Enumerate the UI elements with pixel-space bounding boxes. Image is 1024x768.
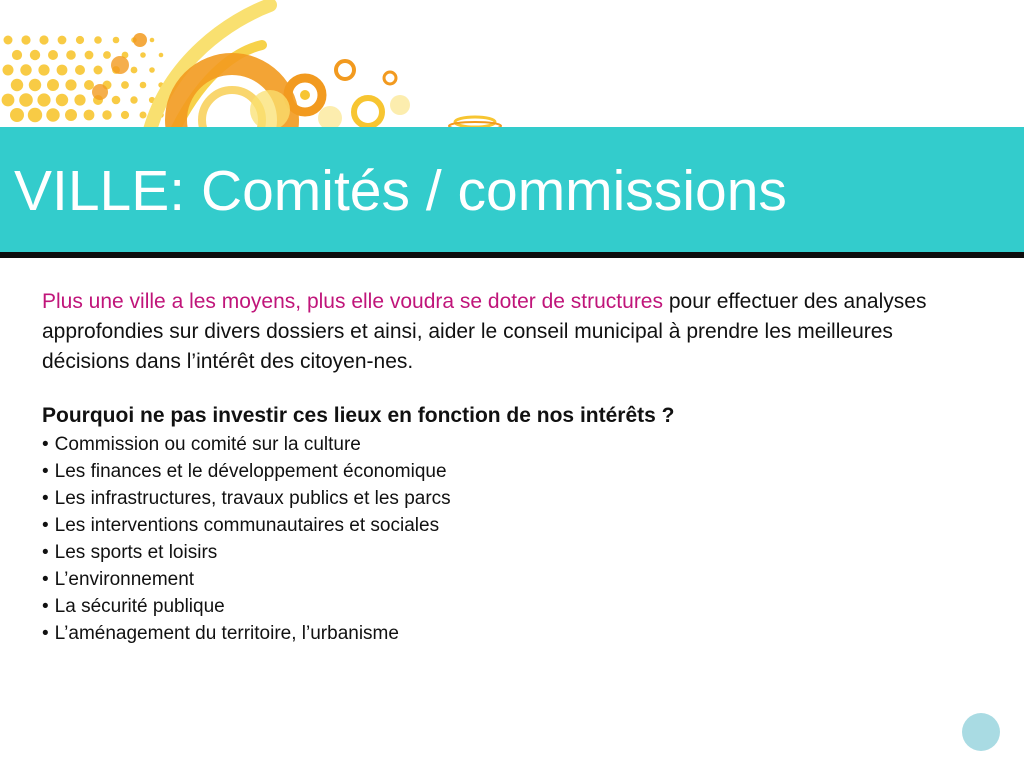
decor-dot [46,108,59,121]
decor-dot [159,53,164,58]
decor-dot [84,110,95,121]
bullet-icon: • [42,488,49,509]
list-item [42,458,982,485]
circle-nav-icon[interactable] [962,713,1000,751]
decor-dot [113,37,120,44]
decor-dot [66,50,76,60]
slide-body [42,287,982,647]
decor-dot [39,35,48,44]
decor-dot [84,80,94,90]
bullet-icon: • [42,434,49,455]
decor-dot [112,96,121,105]
decor-dot [76,36,84,44]
list-item [42,485,982,512]
bullet-icon: • [42,461,49,482]
decor-dot [56,94,68,106]
decor-dot [131,67,138,74]
list-item [42,566,982,593]
bullet-icon: • [42,569,49,590]
bullet-icon: • [42,542,49,563]
list-item-label: La sécurité publique [54,596,225,617]
decor-dot [28,108,42,122]
title-divider [0,252,1024,258]
decor-dot [75,65,85,75]
decor-dot [58,36,67,45]
decor-dot [20,64,31,75]
decor-dot [47,79,59,91]
decor-dot [21,35,30,44]
decor-dot [65,109,77,121]
decor-dot [2,94,15,107]
decor-dot [140,112,147,119]
decor-dot [103,51,111,59]
decor-dot [65,79,76,90]
decor-dot [11,79,23,91]
committee-list [42,431,982,647]
decor-dot [48,50,58,60]
decor-dot [102,110,111,119]
list-item-label: L’aménagement du territoire, l’urbanisme [54,623,399,644]
decor-dot [37,93,50,106]
list-item [42,539,982,566]
decor-dot [57,65,68,76]
decor-dot [150,38,155,43]
list-item-label: Les interventions communautaires et sociales [54,515,440,536]
decor-dot [19,93,33,107]
list-item [42,431,982,458]
list-item-label: Les infrastructures, travaux publics et les parcs [54,488,451,509]
decor-dot [30,50,40,60]
list-item-label: L’environnement [54,569,195,590]
decor-dot [140,82,147,89]
decor-dot [29,79,41,91]
decor-dot [94,66,103,75]
decor-dot [130,96,137,103]
decor-dot [149,67,155,73]
list-item [42,620,982,647]
list-item-label: Les finances et le développement économique [54,461,447,482]
question-heading: Pourquoi ne pas investir ces lieux en fonction de nos intérêts ? [42,404,675,427]
bullet-icon: • [42,623,49,644]
decor-dot [4,36,13,45]
decor-dot [94,36,102,44]
intro-highlight: Plus une ville a les moyens, plus elle voudra se doter de structures [42,290,663,313]
list-item-label: Les sports et loisirs [54,542,218,563]
decor-dot [12,50,22,60]
decor-dot [140,52,146,58]
decor-dot [10,108,24,122]
decor-dot [3,65,14,76]
intro-paragraph [42,287,982,377]
intro-rest: pour effectuer des analyses approfondies sur divers dossiers et ainsi, aider le conseil municipal à prendre les meilleures décisions dans l’intérêt des citoyen-nes. [42,290,927,373]
bullet-icon: • [42,515,49,536]
list-item-label: Commission ou comité sur la culture [54,434,361,455]
bullet-icon: • [42,596,49,617]
decor-dot [74,94,85,105]
header-decoration-icon [0,0,560,130]
slide-title: VILLE: Comités / commissions [14,159,787,223]
decor-dot [121,111,129,119]
list-item [42,512,982,539]
decor-dot [121,81,129,89]
decor-dot [38,64,49,75]
list-item [42,593,982,620]
decor-dot [85,51,94,60]
